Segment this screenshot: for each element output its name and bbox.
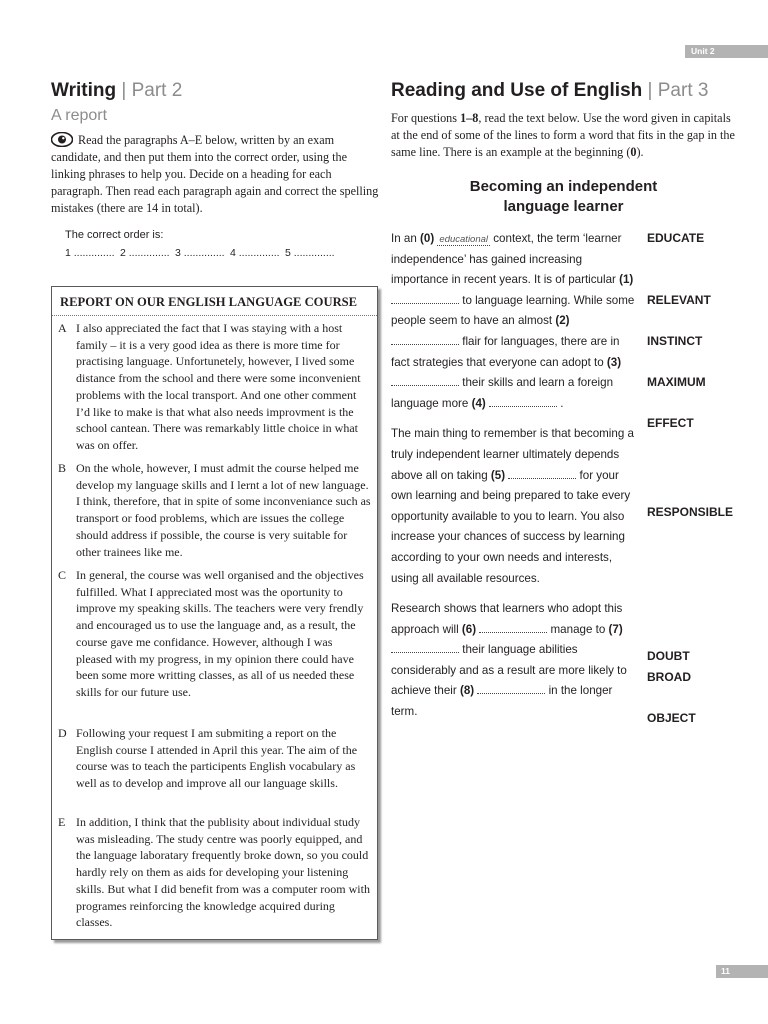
paragraph-letter: C <box>58 568 67 582</box>
gap-4: (4) <box>471 396 486 410</box>
gap-6: (6) <box>461 622 477 636</box>
gap-4-field[interactable] <box>489 395 557 407</box>
paragraph-text: Following your request I am submiting a report on the English course I attended in April this year. The aim of the course was to teach the participents English vocabulary as well as to develop and improve all our language skills. <box>76 726 358 791</box>
paragraph-letter: E <box>58 815 66 829</box>
keyword-broad: BROAD <box>647 670 691 684</box>
paragraph-letter: D <box>58 726 67 740</box>
gap-8: (8) <box>459 684 475 698</box>
writing-title: Writing | Part 2 <box>51 80 183 101</box>
keyword-doubt: DOUBT <box>647 649 690 663</box>
paragraph-d <box>52 725 377 792</box>
text-heading: Becoming an independent language learner <box>469 178 658 215</box>
paragraph-a <box>52 320 377 454</box>
gap-6-field[interactable] <box>479 621 547 633</box>
reading-title: Reading and Use of English | Part 3 <box>391 80 709 101</box>
reading-instruction: For questions 1–8, read the text below. Use the word given in capitals at the end of some of the lines to form a word that fits in the gap in the same line. There is an example at the beginning (0). <box>391 111 735 159</box>
paragraph-text: On the whole, however, I must admit the course helped me develop my language skills and I lernt a lot of new language. I think, therefore, that in spite of some inconveniance such as transport or food problems, which are issues the college should address if possible, the course is very suitable for other trainees like me. <box>76 461 371 559</box>
text-paragraph-1: In an (0) educational context, the term ‘learner independence’ has gained increasing importance in recent years. It is of particular (1) to language learning. While some people seem to have an almost (2) flair for languages, there are in fact strategies that everyone can adopt to (3) their skills and learn a foreign language more (4) . <box>391 232 635 410</box>
paragraph-e <box>52 814 377 931</box>
report-box <box>51 286 378 940</box>
order-slot-1[interactable]: 1 .............. <box>65 247 115 259</box>
keyword-maximum: MAXIMUM <box>647 375 706 389</box>
unit-tab: Unit 2 <box>685 45 768 58</box>
order-slot-3[interactable]: 3 .............. <box>175 247 225 259</box>
paragraph-letter: B <box>58 461 67 475</box>
gap-2: (2) <box>555 314 570 328</box>
page-number-tab: 11 <box>716 965 768 978</box>
keyword-effect: EFFECT <box>647 416 694 430</box>
gap-3-field[interactable] <box>391 374 459 386</box>
keyword-relevant: RELEVANT <box>647 293 711 307</box>
keyword-object: OBJECT <box>647 711 696 725</box>
writing-instruction: Read the paragraphs A–E below, written by an exam candidate, and then put them into the correct order, using the linking phrases to help you. Decide on a heading for each paragraph. Then read each paragraph again and correct the spelling mistakes (there are 14 in total). <box>51 133 379 215</box>
reading-section <box>391 78 736 733</box>
order-slot-5[interactable]: 5 .............. <box>285 247 335 259</box>
gap-7-field[interactable] <box>391 641 459 653</box>
keyword-instinct: INSTINCT <box>647 334 703 348</box>
example-answer: educational <box>439 234 489 245</box>
text-paragraph-2: The main thing to remember is that becoming a truly independent learner ultimately depends above all on taking (5) for your own learning and being prepared to take every opportunity available to you to learn. You also increase your chances of success by learning according to your own needs and interests, using all available resources. <box>391 427 634 585</box>
order-slot-4[interactable]: 4 .............. <box>230 247 280 259</box>
gap-fill-text <box>391 229 635 723</box>
paragraph-text: I also appreciated the fact that I was staying with a host family – it is a very good idea as there is more time for practising language. Unfortunetely, however, I lived some distance from the school and there were some inconvenient problems with the local transport. And one other comment I’d like to make is that what also needs improvment is the school cantean. There was remarkably little choice in what was on offer. <box>76 321 361 452</box>
correct-order <box>51 227 381 259</box>
keyword-educate: EDUCATE <box>647 231 705 245</box>
paragraph-c <box>52 567 377 701</box>
gap-1: (1) <box>619 273 634 287</box>
paragraph-text: In addition, I think that the publisity about individual study was misleading. The study centre was poorly equipped, and the language laboratary frequently broke down, so you could hardly rely on them as aids for developing your listening skills. But what I did benefit from was a computer room with programes reinforcing the knowledge acquired during classes. <box>76 815 370 930</box>
gap-fill-area <box>391 229 736 723</box>
gap-5-field[interactable] <box>508 467 576 479</box>
paragraph-b <box>52 460 377 560</box>
gap-7: (7) <box>608 622 623 636</box>
order-label: The correct order is: <box>65 229 164 241</box>
order-slot-2[interactable]: 2 .............. <box>120 247 170 259</box>
gap-8-field[interactable] <box>477 682 545 694</box>
gap-5: (5) <box>490 468 506 482</box>
gap-2-field[interactable] <box>391 333 459 345</box>
paragraph-text: In general, the course was well organised and the objectives fulfilled. What I appreciated most was the oportunity to improve my speaking skills. The teachers were very frendly and encouraged us to use the language and, as a result, the course gave me confidance. However, although I was pleased with my progress, in my opinion there could have been some more writting classes, as all of us needed these skills for our future use. <box>76 568 364 699</box>
gap-1-field[interactable] <box>391 292 459 304</box>
report-heading: REPORT ON OUR ENGLISH LANGUAGE COURSE <box>52 287 377 316</box>
paragraph-letter: A <box>58 321 67 335</box>
text-paragraph-3: Research shows that learners who adopt this approach will (6) manage to (7) their language abilities considerably and as a result are more likely to achieve their (8) in the longer term. <box>391 602 627 719</box>
keyword-responsible: RESPONSIBLE <box>647 505 734 519</box>
eye-icon <box>51 132 73 147</box>
writing-subtitle: A report <box>51 107 108 124</box>
gap-3: (3) <box>606 355 622 369</box>
writing-section <box>51 78 381 259</box>
gap-0: (0) <box>420 232 435 245</box>
